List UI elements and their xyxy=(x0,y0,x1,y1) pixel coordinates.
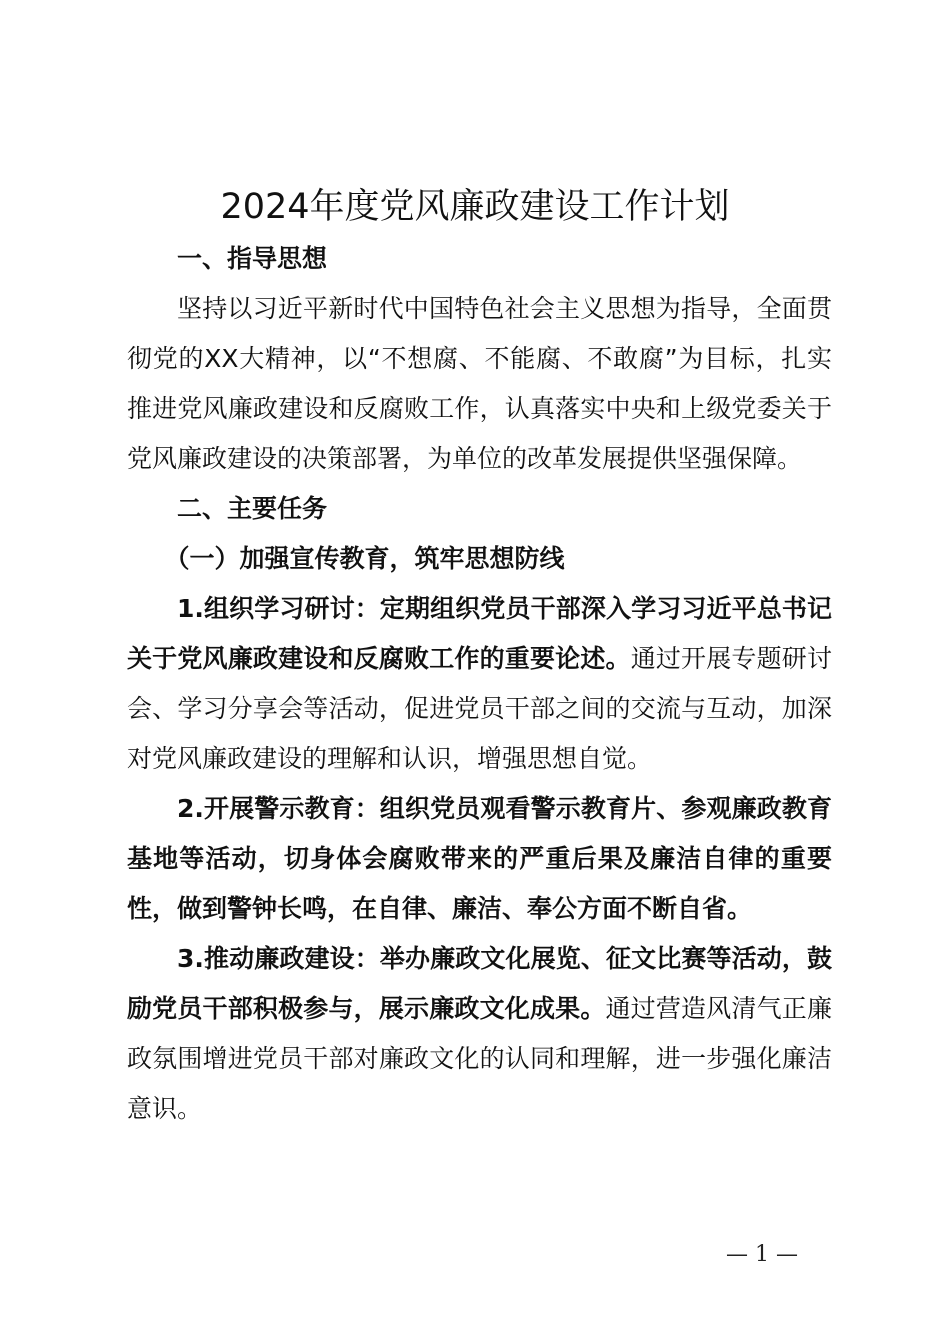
section-heading-guiding-ideology: 一、指导思想 xyxy=(177,244,328,273)
task-item-2 xyxy=(127,784,832,934)
task-item-3-lead: 3.推动廉政建设：举办廉政文化展览、征文比赛等活动，鼓励党员干部积极参与，展示廉政文化成果。 xyxy=(127,944,832,1023)
task-item-1 xyxy=(127,584,832,784)
task-item-3 xyxy=(127,934,832,1134)
subsection-heading-publicity-education: （一）加强宣传教育，筑牢思想防线 xyxy=(164,544,565,573)
page-number: — 1 — xyxy=(726,1242,798,1267)
task-item-1-lead: 1.组织学习研讨：定期组织党员干部深入学习习近平总书记关于党风廉政建设和反腐败工作的重要论述。 xyxy=(127,594,832,673)
task-item-1-text: 通过开展专题研讨会、学习分享会等活动，促进党员干部之间的交流与互动，加深对党风廉政建设的理解和认识，增强思想自觉。 xyxy=(127,644,832,773)
task-item-3-text: 通过营造风清气正廉政氛围增进党员干部对廉政文化的认同和理解，进一步强化廉洁意识。 xyxy=(127,994,832,1123)
section-heading-main-tasks: 二、主要任务 xyxy=(177,494,328,523)
paragraph-guiding-ideology: 坚持以习近平新时代中国特色社会主义思想为指导，全面贯彻党的XX大精神，以“不想腐、不能腐、不敢腐”为目标，扎实推进党风廉政建设和反腐败工作，认真落实中央和上级党委关于党风廉政建设的决策部署，为单位的改革发展提供坚强保障。 xyxy=(127,294,832,473)
task-item-2-lead: 2.开展警示教育：组织党员观看警示教育片、参观廉政教育基地等活动，切身体会腐败带来的严重后果及廉洁自律的重要性，做到警钟长鸣，在自律、廉洁、奉公方面不断自省。 xyxy=(127,794,832,923)
document-body xyxy=(127,234,832,1134)
document-title: 2024年度党风廉政建设工作计划 xyxy=(220,187,730,227)
